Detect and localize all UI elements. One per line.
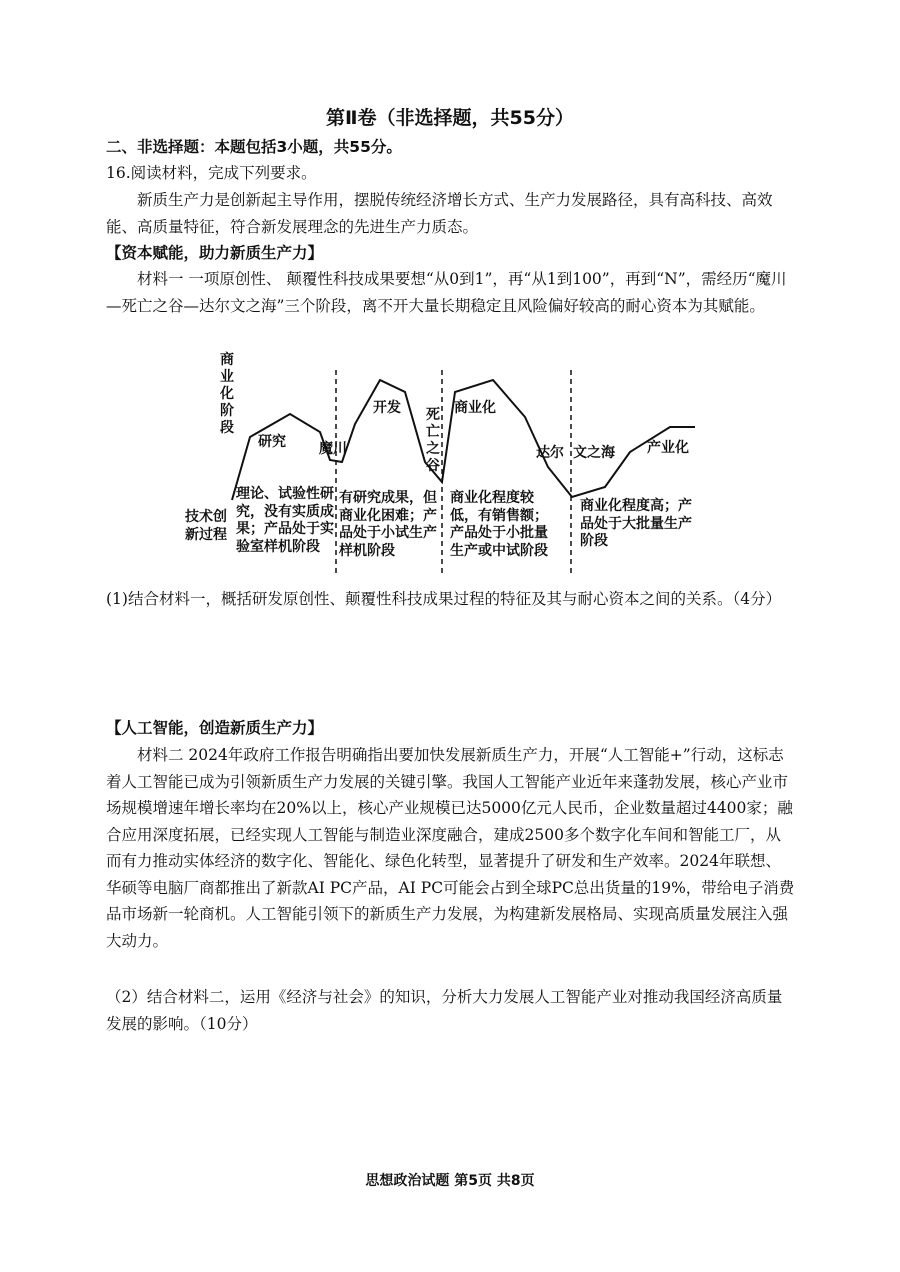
curve-label-darwin: 达尔 — [536, 445, 564, 461]
process-label: 技术创新过程 — [185, 509, 227, 543]
question-2: （2）结合材料二，运用《经济与社会》的知识，分析大力发展人工智能产业对推动我国经济高质量发展的影响。（10分） — [106, 988, 783, 1033]
section-heading: 二、非选择题：本题包括3小题，共55分。 — [106, 138, 402, 156]
curve-label-commercial: 商业化 — [454, 400, 496, 416]
curve-label-sea: 文之海 — [573, 445, 615, 461]
axis-label: 商业化阶段 — [220, 352, 234, 436]
curve-label-industrial: 产业化 — [647, 440, 689, 456]
stage-note-3: 商业化程度较低，有销售额；产品处于小批量生产或中试阶段 — [450, 490, 548, 559]
innovation-stage-chart — [180, 352, 720, 582]
part2-heading: 【人工智能，创造新质生产力】 — [106, 719, 324, 737]
curve-label-moat: 魔川 — [319, 441, 347, 457]
curve-label-develop: 开发 — [373, 400, 401, 416]
material-one: 材料一 一项原创性、 颠覆性科技成果要想“从0到1”，再“从1到100”，再到“N”，需经历“魔川—死亡之谷—达尔文之海”三个阶段，离不开大量长期稳定且风险偏好较高的耐心资本为其赋能。 — [106, 270, 787, 315]
question-1: (1)结合材料一，概括研发原创性、颠覆性科技成果过程的特征及其与耐心资本之间的关系。（4分） — [106, 590, 782, 608]
part1-heading: 【资本赋能，助力新质生产力】 — [106, 244, 324, 262]
page-footer: 思想政治试题 第5页 共8页 — [365, 1173, 535, 1189]
curve-label-death-valley: 死亡之谷 — [426, 407, 440, 474]
intro-paragraph: 新质生产力是创新起主导作用，摆脱传统经济增长方式、生产力发展路径，具有高科技、高效能、高质量特征，符合新发展理念的先进生产力质态。 — [106, 191, 773, 236]
material-two: 材料二 2024年政府工作报告明确指出要加快发展新质生产力，开展“人工智能+”行动，这标志着人工智能已成为引领新质生产力发展的关键引擎。我国人工智能产业近年来蓬勃发展，核心产业市场规模增速年增长率均在20%以上，核心产业规模已达5000亿元人民币，企业数量超过4400家；融合应用深度拓展，已经实现人工智能与制造业深度融合，建成2500多个数字化车间和智能工厂，从而有力推动实体经济的数字化、智能化、绿色化转型，显著提升了研发和生产效率。2024年联想、华硕等电脑厂商都推出了新款AI PC产品，AI PC可能会占到全球PC总出货量的19%，带给电子消费品市场新一轮商机。人工智能引领下的新质生产力发展，为构建新发展格局、实现高质量发展注入强大动力。 — [106, 746, 795, 950]
question-16-label: 16.阅读材料，完成下列要求。 — [106, 164, 317, 182]
stage-note-2: 有研究成果，但商业化困难；产品处于小试生产样机阶段 — [339, 490, 437, 559]
paper-title: 第Ⅱ卷（非选择题，共55分） — [326, 107, 574, 129]
stage-note-4: 商业化程度高；产品处于大批量生产阶段 — [580, 498, 692, 549]
curve-label-research: 研究 — [258, 434, 286, 450]
stage-curve — [232, 380, 695, 500]
stage-note-1: 理论、试验性研究，没有实质成果；产品处于实验室样机阶段 — [236, 486, 334, 555]
